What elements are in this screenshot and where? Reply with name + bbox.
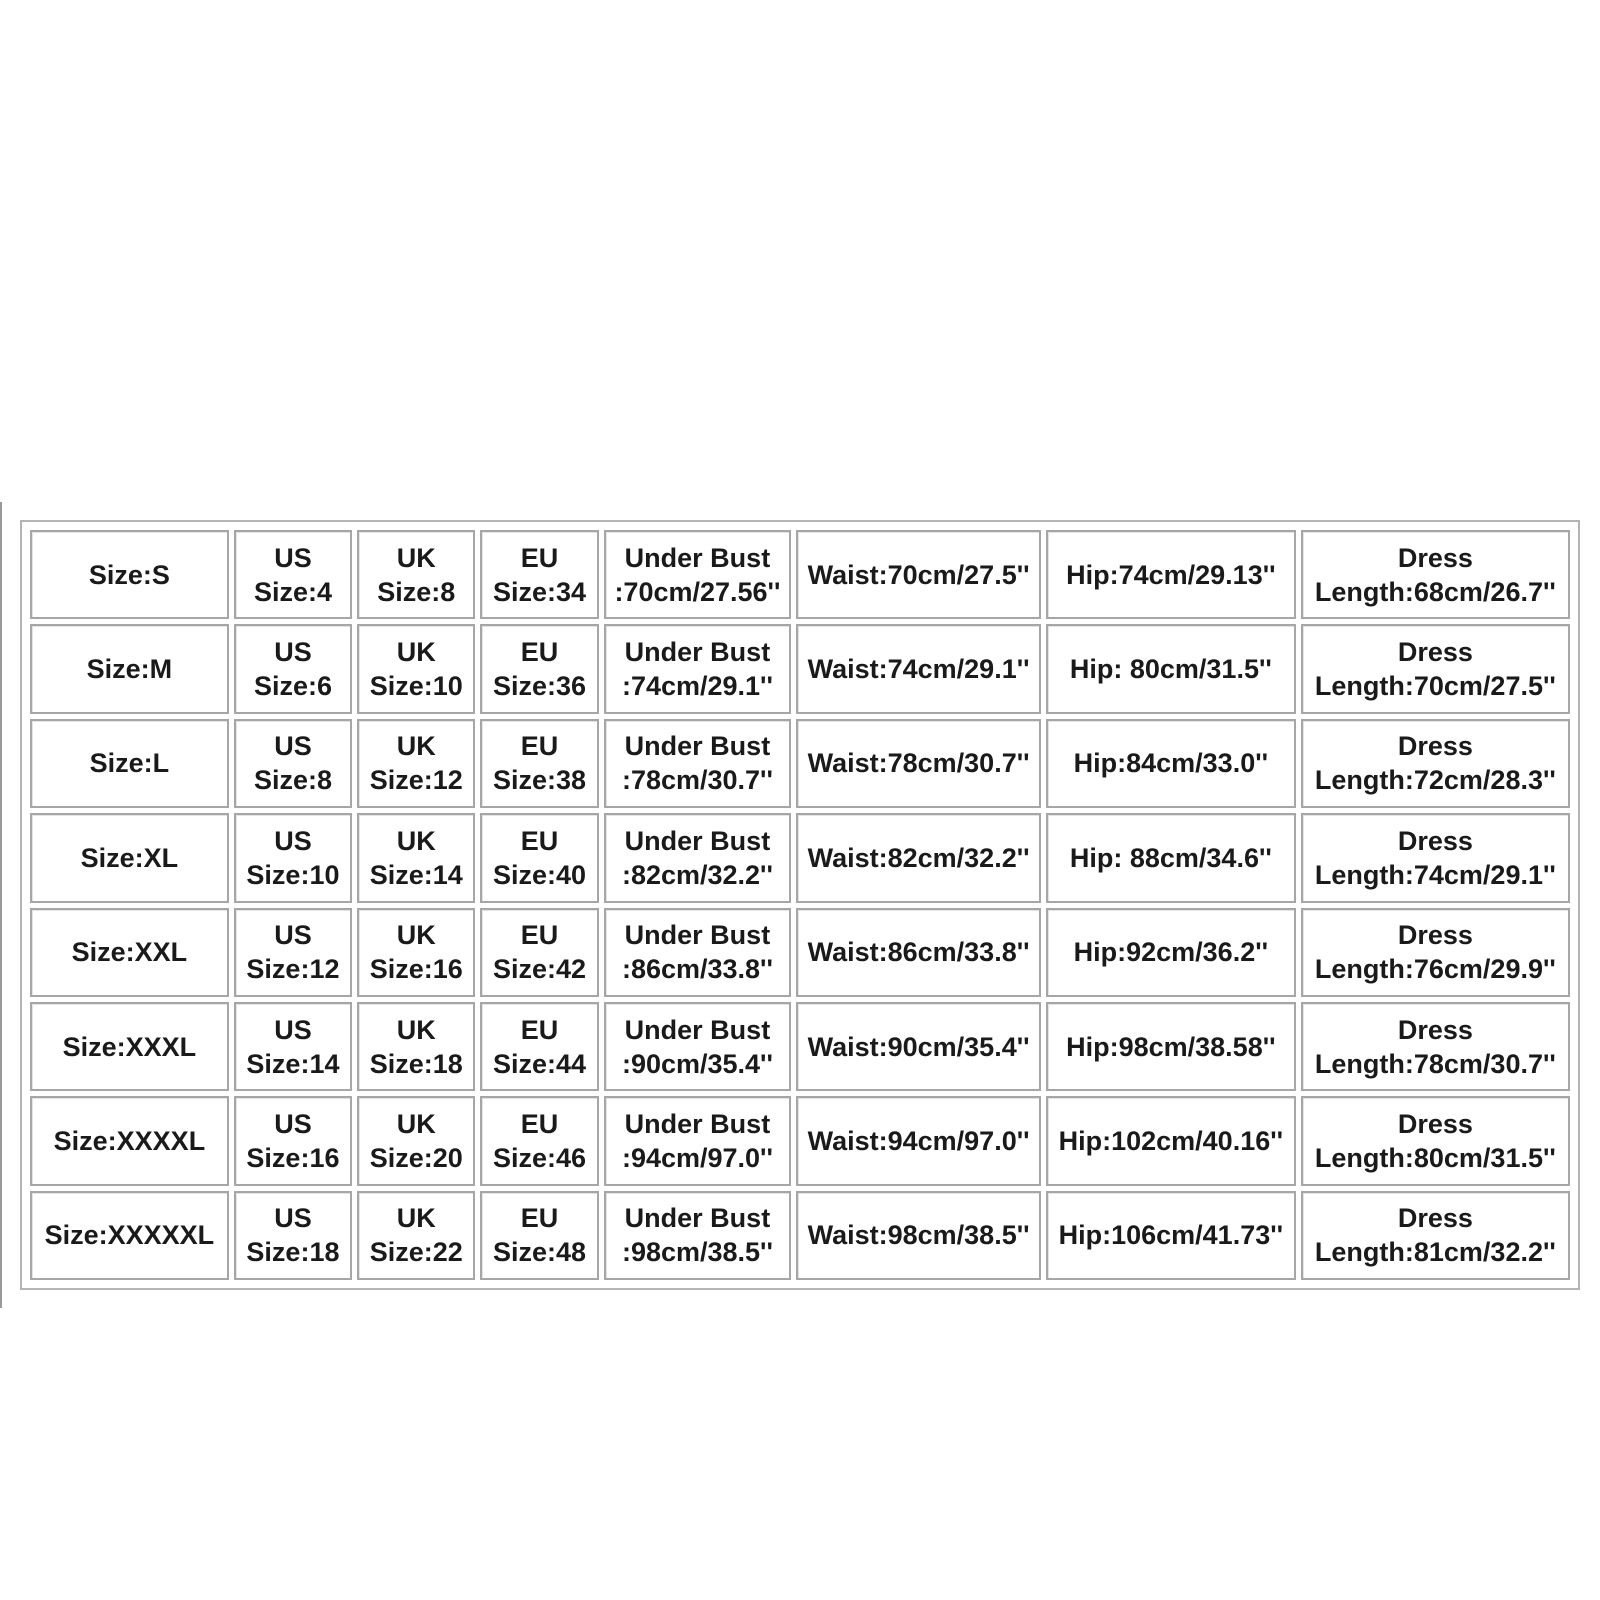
uk-size-cell: UK Size:12 [357, 719, 475, 808]
left-divider-line [0, 502, 2, 1308]
eu-size-cell: EU Size:46 [480, 1096, 598, 1185]
eu-size-cell: EU Size:44 [480, 1002, 598, 1091]
hip-cell: Hip:106cm/41.73'' [1046, 1191, 1296, 1280]
size-label-cell: Size:M [30, 624, 229, 713]
under-bust-cell: Under Bust :98cm/38.5'' [604, 1191, 792, 1280]
dress-length-cell: Dress Length:68cm/26.7'' [1301, 530, 1570, 619]
eu-size-cell: EU Size:38 [480, 719, 598, 808]
waist-cell: Waist:78cm/30.7'' [796, 719, 1041, 808]
uk-size-cell: UK Size:14 [357, 813, 475, 902]
waist-cell: Waist:90cm/35.4'' [796, 1002, 1041, 1091]
size-row-xxl [30, 908, 1570, 997]
size-row-s [30, 530, 1570, 619]
waist-cell: Waist:70cm/27.5'' [796, 530, 1041, 619]
dress-length-cell: Dress Length:80cm/31.5'' [1301, 1096, 1570, 1185]
hip-cell: Hip:84cm/33.0'' [1046, 719, 1296, 808]
size-label-cell: Size:XXXXXL [30, 1191, 229, 1280]
hip-cell: Hip: 88cm/34.6'' [1046, 813, 1296, 902]
under-bust-cell: Under Bust :94cm/97.0'' [604, 1096, 792, 1185]
us-size-cell: US Size:10 [234, 813, 352, 902]
eu-size-cell: EU Size:42 [480, 908, 598, 997]
us-size-cell: US Size:12 [234, 908, 352, 997]
us-size-cell: US Size:8 [234, 719, 352, 808]
dress-length-cell: Dress Length:70cm/27.5'' [1301, 624, 1570, 713]
us-size-cell: US Size:6 [234, 624, 352, 713]
waist-cell: Waist:94cm/97.0'' [796, 1096, 1041, 1185]
size-label-cell: Size:XXXXL [30, 1096, 229, 1185]
us-size-cell: US Size:14 [234, 1002, 352, 1091]
size-chart-table [25, 525, 1575, 1285]
size-row-m [30, 624, 1570, 713]
size-row-xl [30, 813, 1570, 902]
under-bust-cell: Under Bust :86cm/33.8'' [604, 908, 792, 997]
uk-size-cell: UK Size:16 [357, 908, 475, 997]
dress-length-cell: Dress Length:81cm/32.2'' [1301, 1191, 1570, 1280]
size-label-cell: Size:XL [30, 813, 229, 902]
uk-size-cell: UK Size:18 [357, 1002, 475, 1091]
under-bust-cell: Under Bust :90cm/35.4'' [604, 1002, 792, 1091]
size-label-cell: Size:S [30, 530, 229, 619]
waist-cell: Waist:98cm/38.5'' [796, 1191, 1041, 1280]
under-bust-cell: Under Bust :78cm/30.7'' [604, 719, 792, 808]
eu-size-cell: EU Size:48 [480, 1191, 598, 1280]
us-size-cell: US Size:18 [234, 1191, 352, 1280]
hip-cell: Hip:102cm/40.16'' [1046, 1096, 1296, 1185]
uk-size-cell: UK Size:10 [357, 624, 475, 713]
waist-cell: Waist:82cm/32.2'' [796, 813, 1041, 902]
uk-size-cell: UK Size:20 [357, 1096, 475, 1185]
uk-size-cell: UK Size:22 [357, 1191, 475, 1280]
dress-length-cell: Dress Length:74cm/29.1'' [1301, 813, 1570, 902]
hip-cell: Hip:98cm/38.58'' [1046, 1002, 1296, 1091]
size-row-xxxxl [30, 1096, 1570, 1185]
eu-size-cell: EU Size:34 [480, 530, 598, 619]
hip-cell: Hip: 80cm/31.5'' [1046, 624, 1296, 713]
size-label-cell: Size:L [30, 719, 229, 808]
under-bust-cell: Under Bust :74cm/29.1'' [604, 624, 792, 713]
size-chart [20, 520, 1580, 1290]
under-bust-cell: Under Bust :82cm/32.2'' [604, 813, 792, 902]
under-bust-cell: Under Bust :70cm/27.56'' [604, 530, 792, 619]
eu-size-cell: EU Size:40 [480, 813, 598, 902]
dress-length-cell: Dress Length:76cm/29.9'' [1301, 908, 1570, 997]
hip-cell: Hip:74cm/29.13'' [1046, 530, 1296, 619]
us-size-cell: US Size:4 [234, 530, 352, 619]
size-row-l [30, 719, 1570, 808]
dress-length-cell: Dress Length:72cm/28.3'' [1301, 719, 1570, 808]
hip-cell: Hip:92cm/36.2'' [1046, 908, 1296, 997]
size-row-xxxl [30, 1002, 1570, 1091]
dress-length-cell: Dress Length:78cm/30.7'' [1301, 1002, 1570, 1091]
uk-size-cell: UK Size:8 [357, 530, 475, 619]
size-label-cell: Size:XXXL [30, 1002, 229, 1091]
waist-cell: Waist:74cm/29.1'' [796, 624, 1041, 713]
waist-cell: Waist:86cm/33.8'' [796, 908, 1041, 997]
us-size-cell: US Size:16 [234, 1096, 352, 1185]
size-row-xxxxxl [30, 1191, 1570, 1280]
eu-size-cell: EU Size:36 [480, 624, 598, 713]
size-label-cell: Size:XXL [30, 908, 229, 997]
